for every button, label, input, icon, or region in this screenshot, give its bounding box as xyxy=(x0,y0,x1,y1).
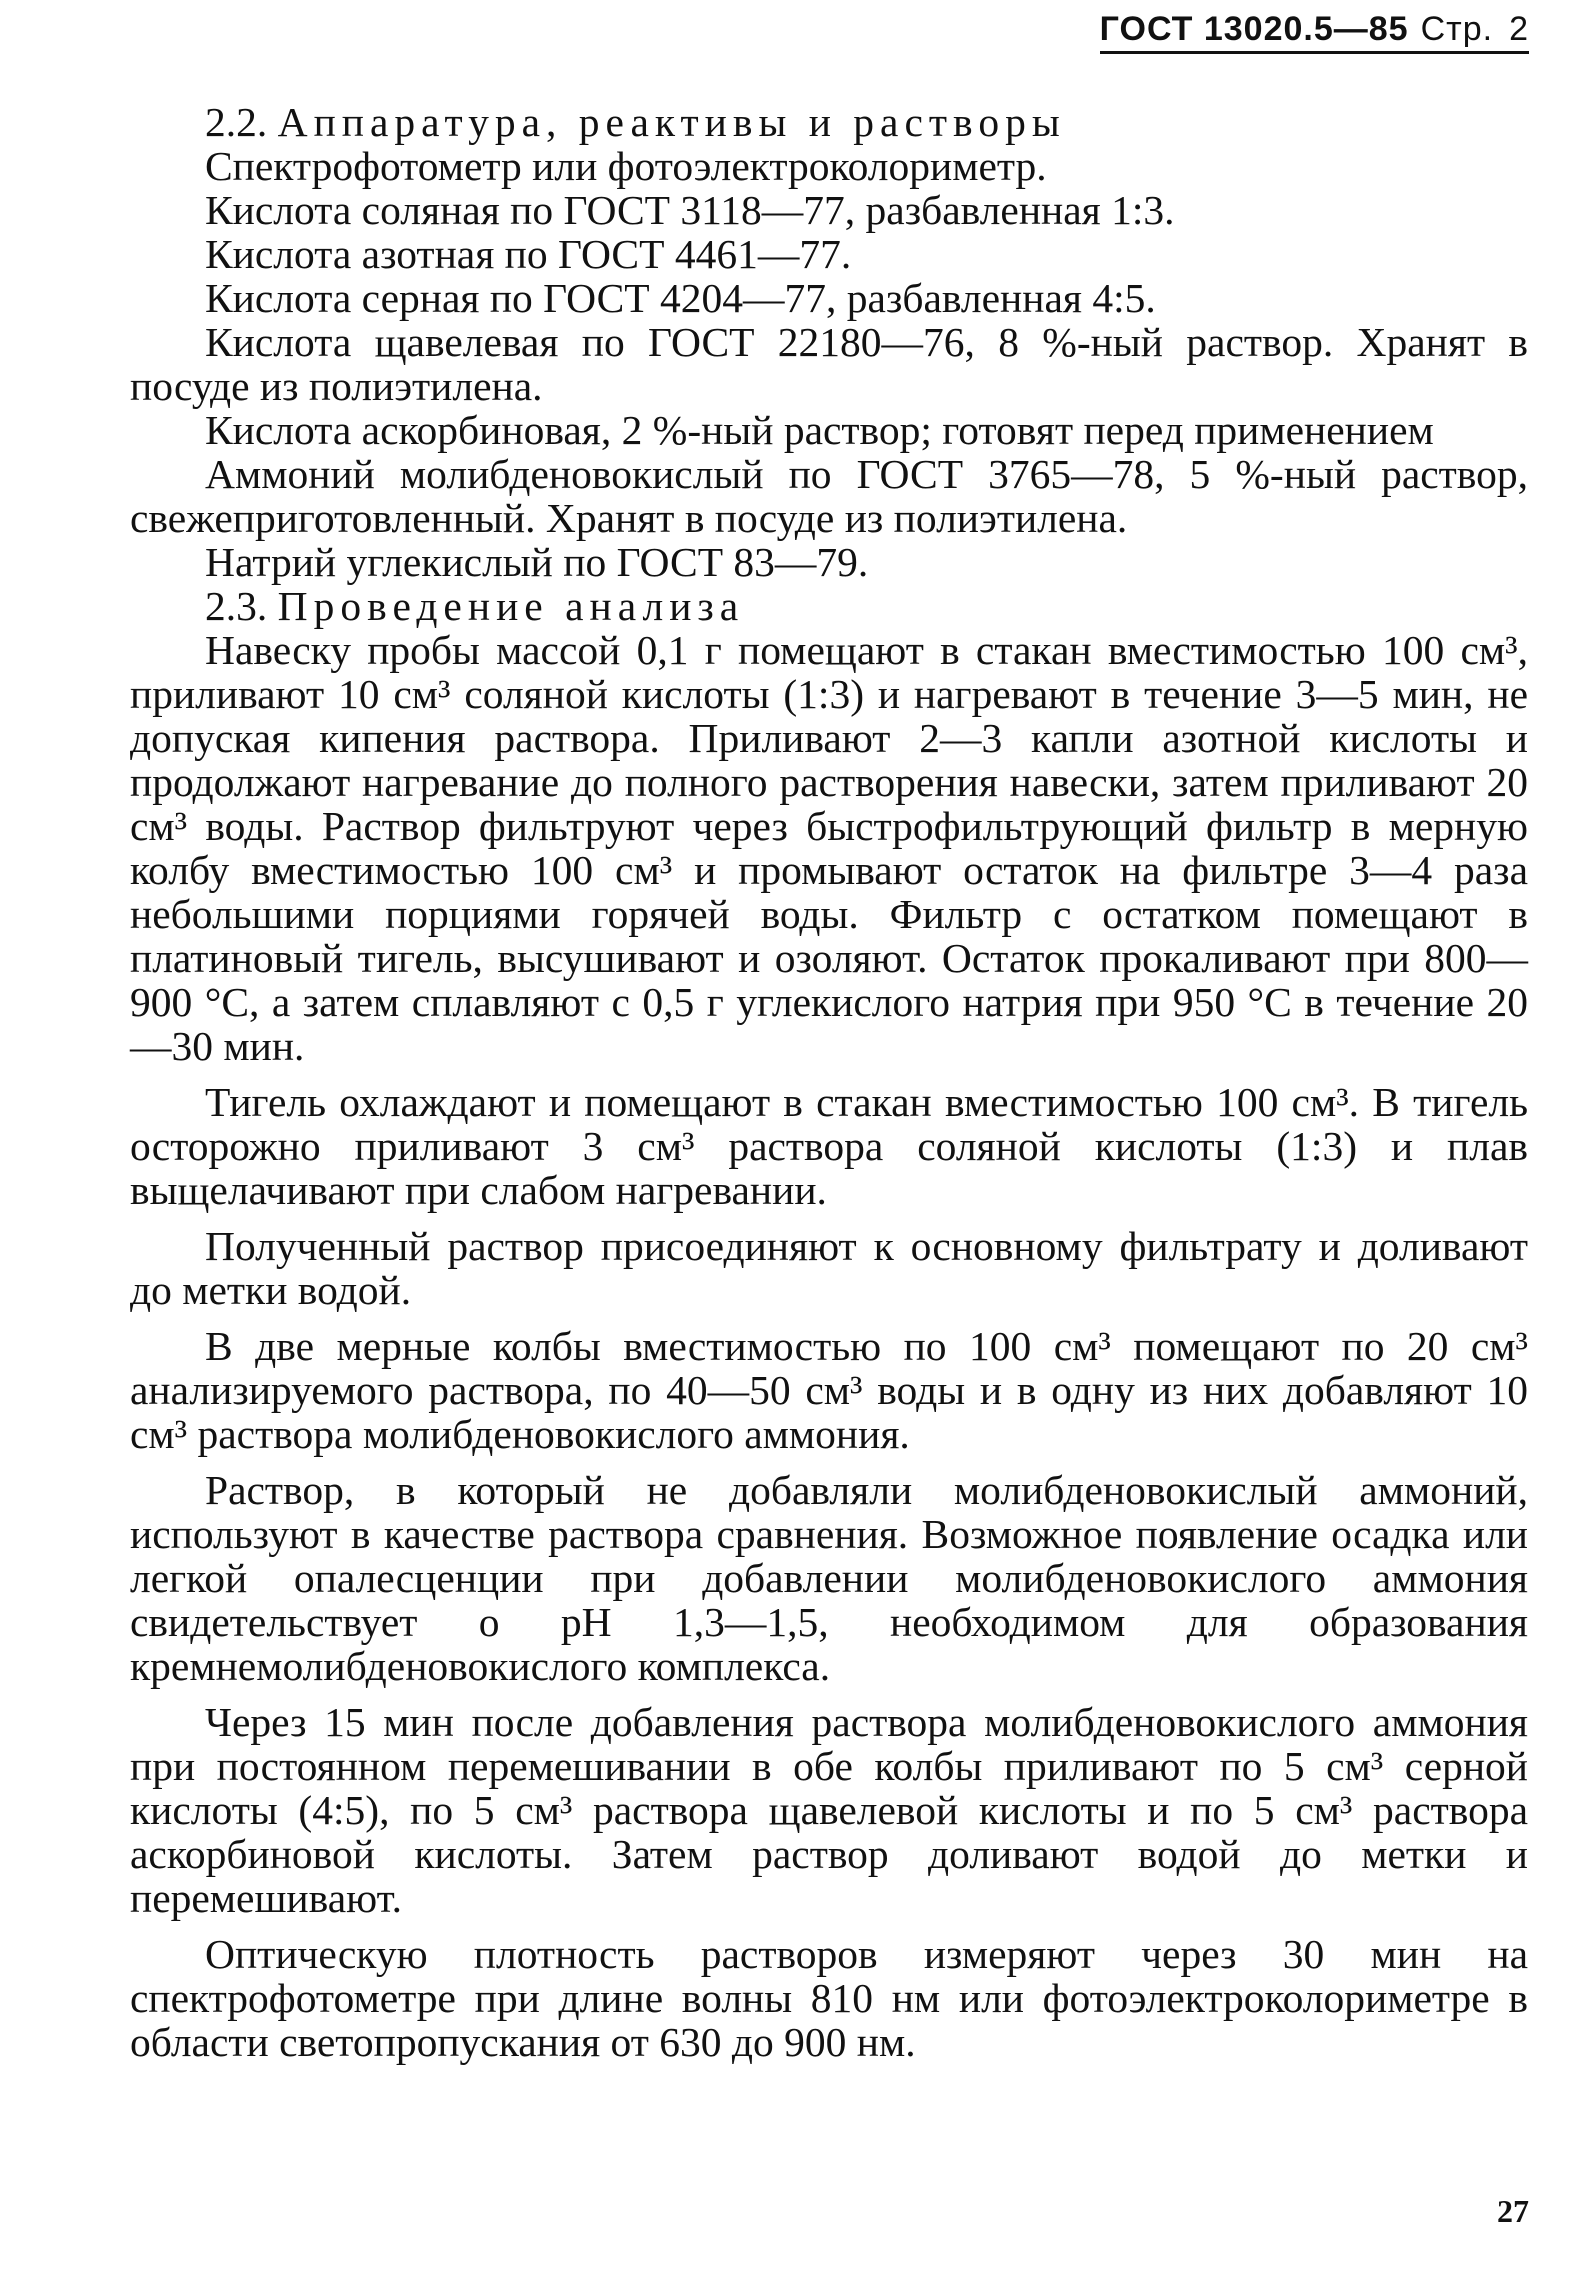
page-header xyxy=(1100,10,1529,54)
paragraph: Полученный раствор присоединяют к основному фильтрату и доливают до метки водой. xyxy=(130,1223,1528,1313)
section-number: 2.3. xyxy=(205,583,268,629)
section-number: 2.2. xyxy=(205,99,268,145)
footer-page-number: 27 xyxy=(1497,2193,1529,2229)
section-heading-2-2 xyxy=(130,100,1528,144)
list-item: Кислота щавелевая по ГОСТ 22180—76, 8 %-ный раствор. Хранят в посуде из полиэтилена. xyxy=(130,319,1528,409)
header-page-number: 2 xyxy=(1509,10,1529,48)
paragraph: Раствор, в который не добавляли молибденовокислый аммоний, используют в качестве раствора сравнения. Возможное появление осадка или легкой опалесценции при добавлении молибденовокислого аммония свидетельствует о pH 1,3—1,5, необходимом для образования кремнемолибденовокислого комплекса. xyxy=(130,1467,1528,1689)
section-title: Проведение анализа xyxy=(277,583,745,629)
list-item: Аммоний молибденовокислый по ГОСТ 3765—78, 5 %-ный раствор, свежеприготовленный. Хранят в посуде из полиэтилена. xyxy=(130,451,1528,541)
paragraph: Навеску пробы массой 0,1 г помещают в стакан вместимостью 100 см³, приливают 10 см³ соляной кислоты (1:3) и нагревают в течение 3—5 мин, не допуская кипения раствора. Приливают 2—3 капли азотной кислоты и продолжают нагревание до полного растворения навески, затем приливают 20 см³ воды. Раствор фильтруют через быстрофильтрующий фильтр в мерную колбу вместимостью 100 см³ и промывают остаток на фильтре 3—4 раза небольшими порциями горячей воды. Фильтр с остатком помещают в платиновый тигель, высушивают и озоляют. Остаток прокаливают при 800—900 °С, а затем сплавляют с 0,5 г углекислого натрия при 950 °С в течение 20—30 мин. xyxy=(130,627,1528,1069)
document-body xyxy=(130,100,1528,2064)
page-label: Стр. xyxy=(1420,10,1494,48)
paragraph: Тигель охлаждают и помещают в стакан вместимостью 100 см³. В тигель осторожно приливают 3 см³ раствора соляной кислоты (1:3) и плав выщелачивают при слабом нагревании. xyxy=(130,1079,1528,1213)
paragraph: В две мерные колбы вместимостью по 100 см³ помещают по 20 см³ анализируемого раствора, по 40—50 см³ воды и в одну из них добавляют 10 см³ раствора молибденовокислого аммония. xyxy=(130,1323,1528,1457)
paragraph: Через 15 мин после добавления раствора молибденовокислого аммония при постоянном перемешивании в обе колбы приливают по 5 см³ серной кислоты (4:5), по 5 см³ раствора щавелевой кислоты и по 5 см³ раствора аскорбиновой кислоты. Затем раствор доливают водой до метки и перемешивают. xyxy=(130,1699,1528,1921)
list-item: Кислота азотная по ГОСТ 4461—77. xyxy=(205,231,852,277)
section-heading-2-3 xyxy=(130,584,1528,628)
paragraph: Оптическую плотность растворов измеряют через 30 мин на спектрофотометре при длине волны 810 нм или фотоэлектроколориметре в области светопропускания от 630 до 900 нм. xyxy=(130,1931,1528,2065)
list-item: Спектрофотометр или фотоэлектроколориметр. xyxy=(205,143,1047,189)
list-item: Кислота соляная по ГОСТ 3118—77, разбавленная 1:3. xyxy=(205,187,1175,233)
standard-designation: ГОСТ 13020.5—85 xyxy=(1099,10,1409,48)
list-item: Кислота аскорбиновая, 2 %-ный раствор; готовят перед применением xyxy=(205,407,1434,453)
list-item: Кислота серная по ГОСТ 4204—77, разбавленная 4:5. xyxy=(205,275,1156,321)
list-item: Натрий углекислый по ГОСТ 83—79. xyxy=(205,539,869,585)
section-title: Аппаратура, реактивы и растворы xyxy=(277,99,1066,145)
